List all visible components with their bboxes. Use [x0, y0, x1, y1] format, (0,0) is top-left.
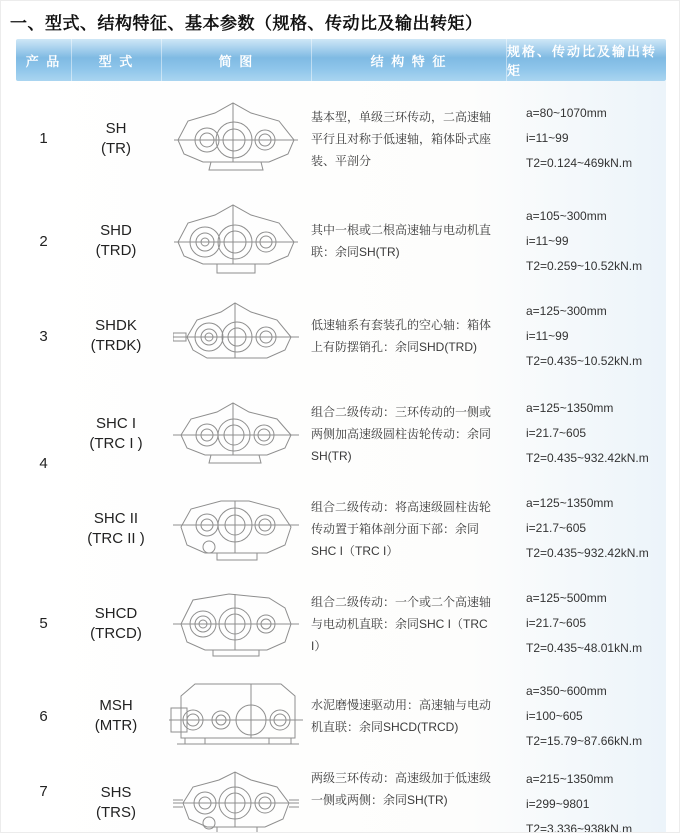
gearbox-schematic-icon [173, 296, 299, 376]
spec-torque: T2=0.259~10.52kN.m [526, 258, 643, 273]
header-diagram: 简 图 [161, 39, 311, 81]
table-row [16, 286, 666, 386]
spec-ratio: i=299~9801 [526, 797, 590, 811]
product-number: 2 [39, 232, 48, 250]
model-code-alt: (TRC II ) [87, 529, 145, 547]
structure-features: 其中一根或二根高速轴与电动机直联：余同SH(TR) [311, 223, 492, 259]
spec-torque: T2=0.435~48.01kN.m [526, 641, 643, 655]
model-code-alt: (TRCD) [90, 624, 142, 642]
model-code: SHS [100, 784, 132, 801]
spec-table [16, 39, 666, 833]
gearbox-schematic-icon [169, 676, 303, 756]
table-row [16, 81, 666, 196]
spec-torque: T2=0.435~932.42kN.m [526, 451, 649, 465]
model-code: SHD [100, 222, 132, 239]
spec-center-distance: a=125~1350mm [526, 401, 614, 415]
header-type: 型 式 [71, 39, 161, 81]
structure-features: 组合二级传动：三环传动的一侧或两侧加高速级圆柱齿轮传动：余同SH(TR) [311, 404, 492, 463]
spec-ratio: i=21.7~605 [526, 616, 587, 630]
header-specs: 规格、传动比及输出转矩 [506, 39, 666, 81]
spec-ratio: i=21.7~605 [526, 521, 587, 535]
model-type [71, 576, 161, 671]
model-type [71, 81, 161, 196]
spec-torque: T2=15.79~87.66kN.m [526, 733, 643, 748]
spec-center-distance: a=125~1350mm [526, 496, 614, 510]
model-type [71, 196, 161, 286]
spec-torque: T2=0.435~932.42kN.m [526, 546, 649, 560]
spec-ratio: i=21.7~605 [526, 426, 587, 440]
gearbox-diagram-cell [161, 81, 311, 196]
table-body [16, 81, 666, 833]
gearbox-diagram-cell [161, 576, 311, 671]
product-number: 5 [39, 615, 48, 632]
spec-center-distance: a=105~300mm [526, 208, 607, 223]
page-title: 一、型式、结构特征、基本参数（规格、传动比及输出转矩） [10, 14, 483, 33]
model-code: SHDK [95, 317, 137, 334]
spec-block [506, 671, 666, 761]
structure-features: 组合二级传动：将高速级圆柱齿轮传动置于箱体剖分面下部：余同SHC I（TRC I） [311, 499, 492, 558]
model-type [71, 286, 161, 386]
model-code-alt: (TRD) [95, 242, 137, 259]
spec-center-distance: a=215~1350mm [526, 772, 614, 786]
spec-ratio: i=11~99 [526, 328, 569, 343]
table-row [16, 671, 666, 761]
gearbox-diagram-cell [161, 286, 311, 386]
product-number: 1 [39, 130, 48, 147]
spec-block [506, 386, 666, 481]
spec-block [506, 196, 666, 286]
product-number: 3 [39, 327, 48, 345]
table-header-row [16, 39, 666, 81]
table-row [71, 481, 666, 576]
model-type [71, 386, 161, 481]
gearbox-schematic-icon [173, 397, 299, 471]
spec-block [506, 761, 666, 833]
gearbox-schematic-icon [173, 99, 299, 179]
gearbox-schematic-icon [173, 584, 299, 664]
model-code: SH [105, 119, 127, 137]
spec-ratio: i=11~99 [526, 233, 569, 248]
product-number: 4 [39, 454, 48, 472]
spec-torque: T2=0.435~10.52kN.m [526, 353, 643, 368]
model-code-alt: (TRC I ) [89, 434, 143, 452]
spec-center-distance: a=125~500mm [526, 591, 607, 605]
gearbox-diagram-cell [161, 196, 311, 286]
structure-features: 水泥磨慢速驱动用：高速轴与电动机直联：余同SHCD(TRCD) [311, 698, 492, 734]
model-code: SHC I [95, 414, 136, 432]
header-structure-features: 结 构 特 征 [311, 39, 506, 81]
model-code: SHC II [93, 509, 139, 527]
structure-features: 基本型，单级三环传动，二高速轴平行且对称于低速轴，箱体卧式座装、平剖分 [311, 109, 492, 168]
model-code-alt: (TR) [101, 139, 131, 157]
table-row [16, 761, 666, 833]
model-code-alt: (TRS) [96, 804, 136, 821]
spec-block [506, 81, 666, 196]
gearbox-diagram-cell [161, 481, 311, 576]
model-type [71, 481, 161, 576]
gearbox-schematic-icon [173, 201, 299, 281]
model-type [71, 671, 161, 761]
product-number: 7 [39, 783, 48, 800]
table-row [71, 386, 666, 481]
table-row [16, 576, 666, 671]
spec-block [506, 481, 666, 576]
spec-center-distance: a=350~600mm [526, 683, 607, 698]
spec-block [506, 286, 666, 386]
model-code-alt: (TRDK) [90, 337, 142, 354]
gearbox-diagram-cell [161, 671, 311, 761]
gearbox-schematic-icon [173, 767, 299, 833]
structure-features: 组合二级传动：一个或二个高速轴与电动机直联：余同SHC I（TRC I） [311, 594, 492, 653]
product-number: 6 [39, 707, 48, 725]
spec-ratio: i=100~605 [526, 708, 583, 723]
table-row-group [16, 386, 666, 576]
spec-ratio: i=11~99 [526, 131, 569, 145]
spec-center-distance: a=125~300mm [526, 303, 607, 318]
spec-center-distance: a=80~1070mm [526, 106, 607, 120]
model-code: SHCD [94, 604, 138, 622]
structure-features: 两级三环传动：高速级加于低速级一侧或两侧：余同SH(TR) [311, 771, 492, 807]
spec-torque: T2=0.124~469kN.m [526, 156, 633, 170]
gearbox-schematic-icon [173, 489, 299, 569]
spec-torque: T2=3.336~938kN.m [526, 822, 633, 833]
structure-features: 低速轴系有套装孔的空心轴：箱体上有防摆销孔：余同SHD(TRD) [311, 318, 492, 354]
spec-block [506, 576, 666, 671]
gearbox-diagram-cell [161, 386, 311, 481]
gearbox-diagram-cell [161, 761, 311, 833]
table-row [16, 196, 666, 286]
header-product: 产 品 [25, 53, 62, 69]
model-type [71, 761, 161, 833]
model-code-alt: (MTR) [94, 717, 138, 734]
model-code: MSH [99, 697, 133, 714]
